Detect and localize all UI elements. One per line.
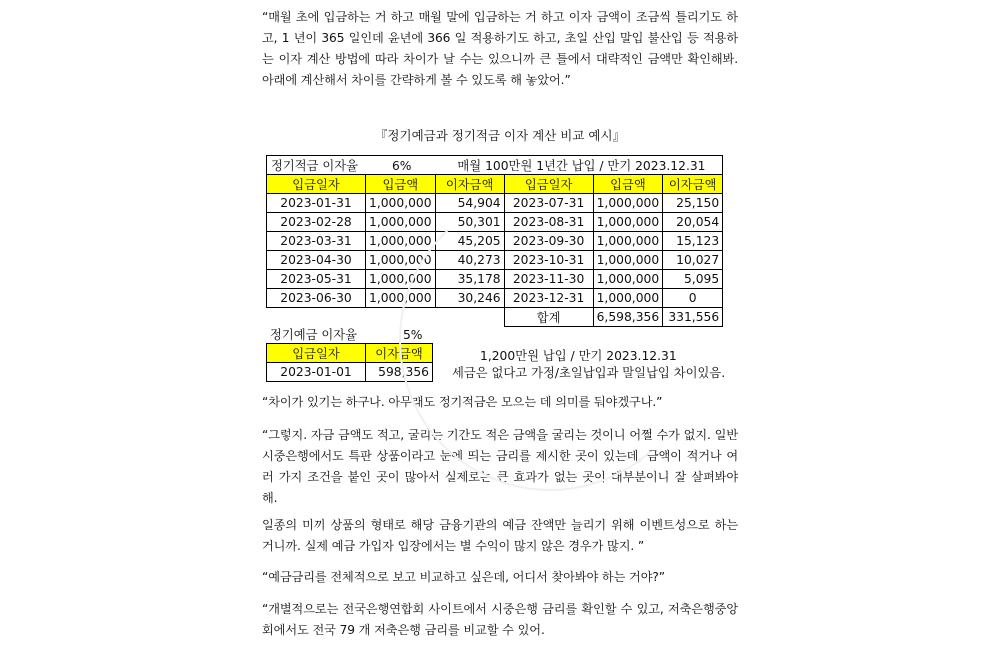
deposit-rate-value: 5% [402,328,423,342]
cell-date: 2023-08-31 [504,213,593,232]
cell-interest: 30,246 [435,289,504,308]
savings-rate-label: 정기적금 이자율 [271,159,359,173]
total-deposit: 6,598,356 [593,308,663,327]
cell-deposit: 1,000,000 [366,251,436,270]
cell-deposit: 1,000,000 [366,213,436,232]
paragraph-6: “개별적으로는 전국은행연합회 사이트에서 시중은행 금리를 확인할 수 있고, 저축은행중앙회에서도 전국 79 개 저축은행 금리를 비교할 수 있어. [262,602,738,637]
table-row [267,363,433,382]
paragraph-2: “차이가 있기는 하구나. 아무래도 정기적금은 모으는 데 의미를 둬야겠구나.” [262,395,663,409]
cell-interest: 15,123 [663,232,723,251]
fixed-deposit-table [266,343,433,382]
savings-header-row [267,175,723,194]
table-row [267,270,723,289]
cell-date: 2023-01-31 [267,194,366,213]
deposit-note-2: 세금은 없다고 가정/초일납입과 말일납입 차이있음. [452,366,726,380]
cell-date: 2023-05-31 [267,270,366,289]
deposit-note-1: 1,200만원 납입 / 만기 2023.12.31 [480,349,677,363]
cell-deposit: 1,000,000 [593,270,663,289]
cell-deposit: 1,000,000 [593,232,663,251]
header-interest: 이자금액 [366,344,433,363]
cell-interest: 40,273 [435,251,504,270]
table-row [267,232,723,251]
cell-deposit: 1,000,000 [366,194,436,213]
cell-date: 2023-11-30 [504,270,593,289]
header-interest: 이자금액 [663,175,723,194]
cell-interest: 598,356 [366,363,433,382]
savings-info-row [267,156,723,175]
cell-deposit: 1,000,000 [366,289,436,308]
cell-interest: 0 [663,289,723,308]
cell-date: 2023-04-30 [267,251,366,270]
table-caption: 『정기예금과 정기적금 이자 계산 비교 예시』 [374,128,626,143]
cell-interest: 50,301 [435,213,504,232]
cell-interest: 20,054 [663,213,723,232]
table-row [267,251,723,270]
cell-date: 2023-07-31 [504,194,593,213]
cell-date: 2023-01-01 [267,363,366,382]
table-row [267,213,723,232]
savings-description: 매월 100만원 1년간 납입 / 만기 2023.12.31 [457,159,706,173]
cell-interest: 45,205 [435,232,504,251]
cell-deposit: 1,000,000 [366,232,436,251]
paragraph-5: “예금금리를 전체적으로 보고 비교하고 싶은데, 어디서 찾아봐야 하는 거야?” [262,570,665,584]
installment-savings-table [266,155,723,327]
header-interest: 이자금액 [435,175,504,194]
header-deposit: 입금액 [366,175,436,194]
cell-deposit: 1,000,000 [593,194,663,213]
total-interest: 331,556 [663,308,723,327]
cell-interest: 25,150 [663,194,723,213]
cell-deposit: 1,000,000 [593,289,663,308]
total-label: 합계 [504,308,593,327]
cell-date: 2023-12-31 [504,289,593,308]
paragraph-1: “매월 초에 입금하는 거 하고 매월 말에 입금하는 거 하고 이자 금액이 조금씩 틀리기도 하고, 1 년이 365 일인데 윤년에 366 일 적용하기도 하고, 초일 산입 말입 불산입 등 적용하는 이자 계산 방법에 따라 차이가 날 수는 있으니까 큰 틀에서 대략적인 금액만 확인해봐. 아래에 계산해서 차이를 간략하게 볼 수 있도록 해 놓았어.” [262,10,738,87]
header-date: 입금일자 [267,175,366,194]
deposit-rate-line [270,325,423,343]
paragraph-3: “그렇지. 자금 금액도 적고, 굴리는 기간도 적은 금액을 굴리는 것이니 어쩔 수가 없지. 일반 시중은행에서도 특판 상품이라고 눈에 띄는 금리를 제시한 곳이 있는데, 금액이 적거나 여러 가지 조건을 붙인 곳이 많아서 실제로는 큰 효과가 없는 곳이 대부분이니 잘 살펴봐야 해. [262,428,738,505]
savings-rate-value: 6% [391,159,412,173]
header-date: 입금일자 [504,175,593,194]
header-deposit: 입금액 [593,175,663,194]
cell-date: 2023-06-30 [267,289,366,308]
cell-interest: 5,095 [663,270,723,289]
header-date: 입금일자 [267,344,366,363]
cell-deposit: 1,000,000 [593,251,663,270]
savings-total-row [267,308,723,327]
cell-deposit: 1,000,000 [366,270,436,289]
cell-date: 2023-09-30 [504,232,593,251]
deposit-rate-label: 정기예금 이자율 [270,328,358,342]
cell-interest: 10,027 [663,251,723,270]
cell-interest: 54,904 [435,194,504,213]
paragraph-4: 일종의 미끼 상품의 형태로 해당 금융기관의 예금 잔액만 늘리기 위해 이벤트성으로 하는 거니까. 실제 예금 가입자 입장에서는 별 수익이 많지 않은 경우가 많지. ” [262,518,738,553]
table-row [267,289,723,308]
deposit-header-row [267,344,433,363]
table-row [267,194,723,213]
cell-date: 2023-02-28 [267,213,366,232]
cell-interest: 35,178 [435,270,504,289]
cell-date: 2023-03-31 [267,232,366,251]
cell-deposit: 1,000,000 [593,213,663,232]
cell-date: 2023-10-31 [504,251,593,270]
